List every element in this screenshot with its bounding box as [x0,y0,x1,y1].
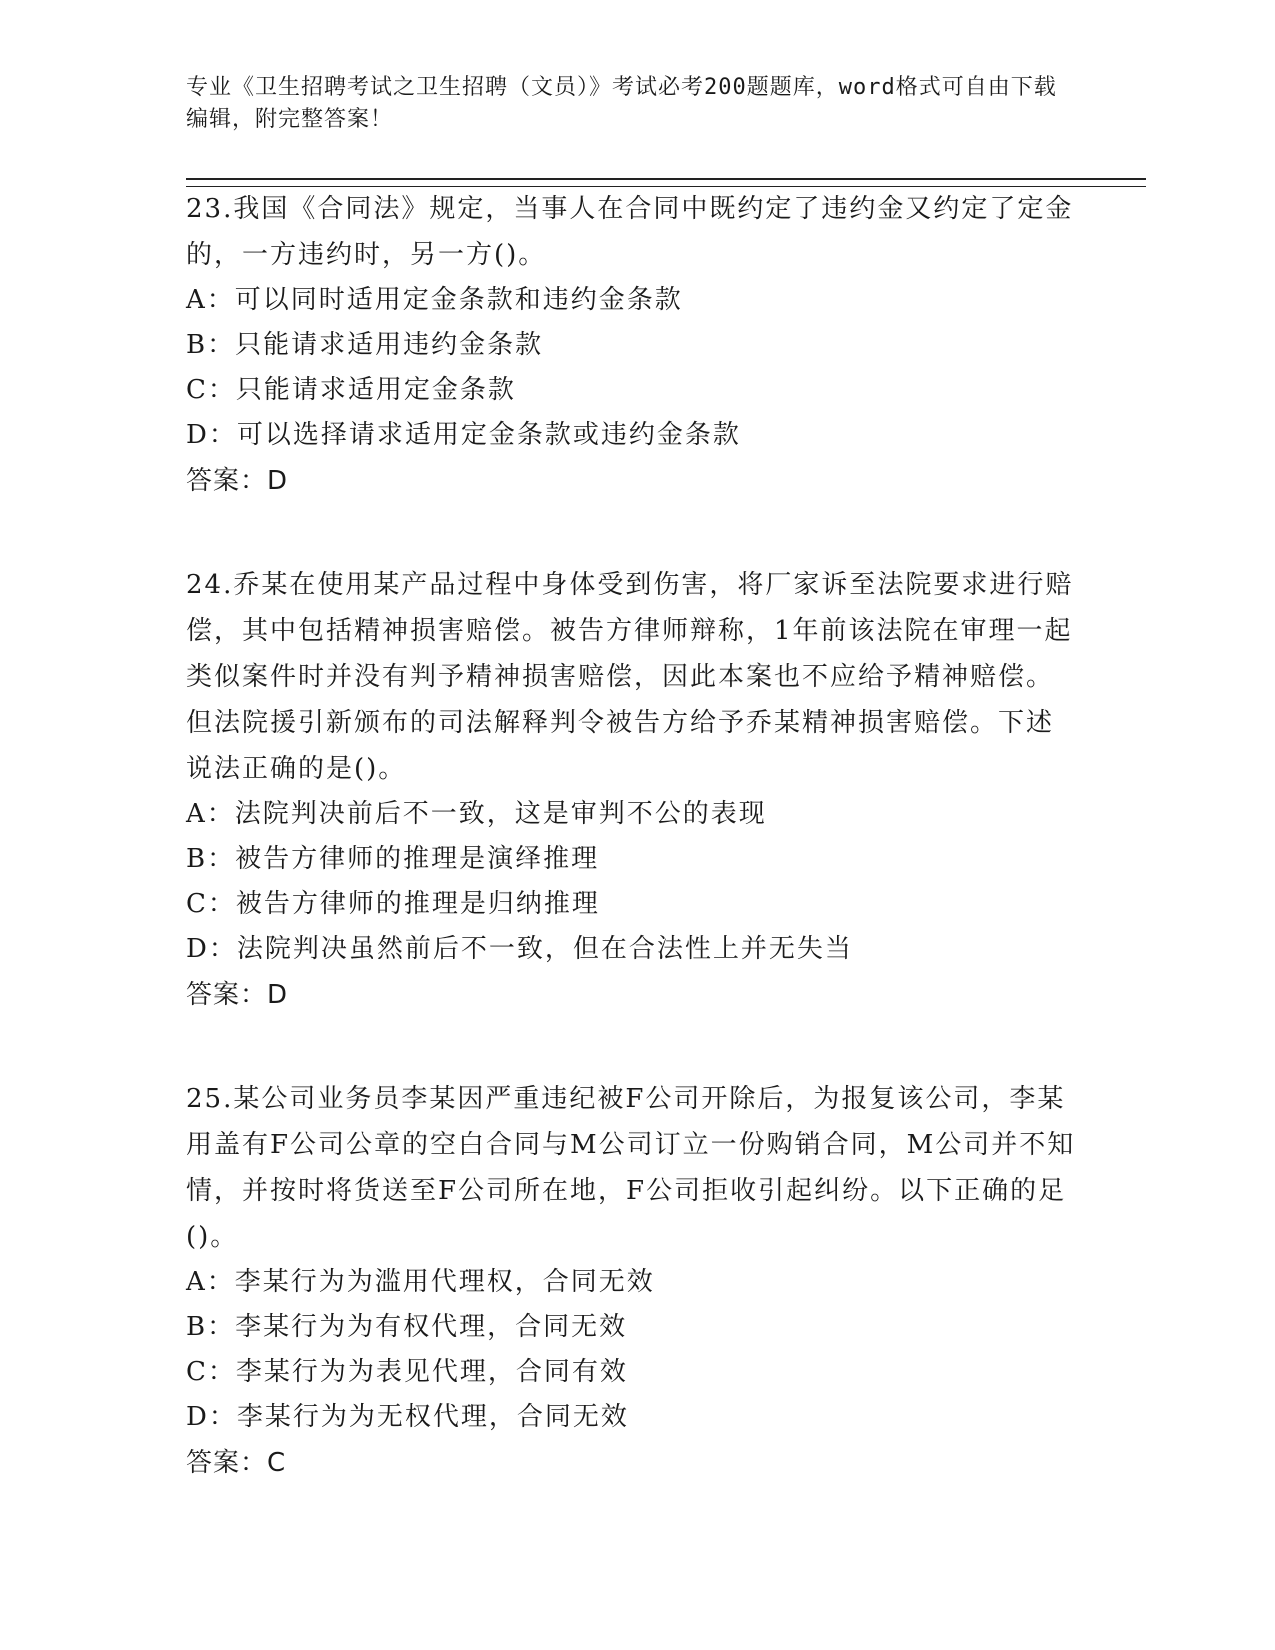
question-stem: 24.乔某在使用某产品过程中身体受到伤害，将厂家诉至法院要求进行赔偿，其中包括精神损害赔偿。被告方律师辩称，1年前该法院在审理一起类似案件时并没有判予精神损害赔偿，因此本案也不应给予精神赔偿。但法院援引新颁布的司法解释判令被告方给予乔某精神损害赔偿。下述说法正确的是()。 [186,570,1074,784]
answer: 答案：C [186,1448,287,1478]
document-header: 专业《卫生招聘考试之卫生招聘（文员）》考试必考200题题库，word格式可自由下载编辑，附完整答案！ [186,75,1057,132]
option-c: C：只能请求适用定金条款 [186,375,516,405]
question-stem: 25.某公司业务员李某因严重违纪被F公司开除后，为报复该公司，李某用盖有F公司公章的空白合同与M公司订立一份购销合同，M公司并不知情，并按时将货送至F公司所在地，F公司拒收引起纠纷。以下正确的足()。 [186,1084,1076,1252]
option-b: B：只能请求适用违约金条款 [186,330,544,360]
question-25 [186,1076,1076,1486]
answer: 答案：D [186,980,289,1010]
question-23 [186,186,1076,504]
option-c: C：被告方律师的推理是归纳推理 [186,889,600,919]
option-c: C：李某行为为表见代理，合同有效 [186,1357,628,1387]
option-d: D：可以选择请求适用定金条款或违约金条款 [186,420,741,450]
option-a: A：李某行为为滥用代理权，合同无效 [186,1267,655,1297]
option-d: D：李某行为为无权代理，合同无效 [186,1402,629,1432]
question-list [186,186,1076,1544]
question-24 [186,562,1076,1018]
option-a: A：可以同时适用定金条款和违约金条款 [186,285,683,315]
option-a: A：法院判决前后不一致，这是审判不公的表现 [186,799,767,829]
option-d: D：法院判决虽然前后不一致，但在合法性上并无失当 [186,934,853,964]
question-stem: 23.我国《合同法》规定，当事人在合同中既约定了违约金又约定了定金的，一方违约时，另一方()。 [186,194,1074,270]
answer: 答案：D [186,466,289,496]
option-b: B：李某行为为有权代理，合同无效 [186,1312,628,1342]
option-b: B：被告方律师的推理是演绎推理 [186,844,600,874]
